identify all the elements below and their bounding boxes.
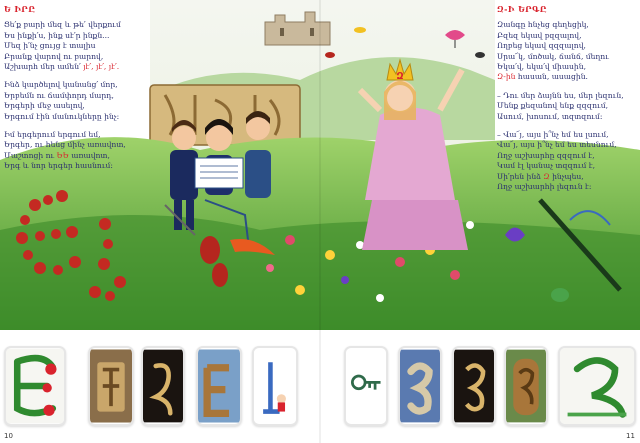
dark-letter-tile (452, 346, 496, 426)
stone-z-letter-tile (398, 346, 442, 426)
poem-line (4, 130, 154, 140)
line-text: Ողբեց եկավ զզզալով, (497, 41, 586, 51)
line-text: առավոտ, (68, 150, 110, 160)
poem-stanza (497, 91, 637, 122)
poem-line (497, 112, 637, 122)
poem-line (4, 101, 154, 111)
line-text: – Դու մեր ձայնն ես, մեր լեզուն, (497, 90, 624, 100)
line-text: Մեզ ի՛նչ ցույց է տալիս (4, 41, 96, 51)
wood-letter-tile (196, 346, 242, 426)
line-text: Բրանք վարով ու բարով, (4, 51, 104, 61)
stone-letter-tile (141, 346, 185, 426)
line-text: Բզեզ եկավ բզզալով, (497, 30, 582, 40)
poem-line (497, 130, 637, 140)
poem-line (4, 62, 154, 72)
line-text: Երգեր, ու հենց մինչ առավոտ, (4, 140, 126, 150)
line-text: Ինձ կարծելով կանանց՛ մոր, (4, 80, 118, 90)
crown-letter: Զ (396, 71, 404, 82)
line-text: Սրա՜կ, մոծակ, ճանճ, մեղու (497, 51, 609, 61)
highlighted-text: յէ՛, յէ՛, յէ՛. (83, 62, 120, 72)
poem-line (497, 172, 637, 182)
line-text: Ասում, խոսում, տզտզում։ (497, 111, 603, 121)
line-text: Մաշտոցի ու (4, 150, 57, 160)
poem-line (4, 80, 154, 90)
left-page-text (4, 4, 154, 180)
highlighted-text: Զ (543, 171, 550, 181)
poem-line (497, 91, 637, 101)
line-text: Երգերի մեջ ասելով, (4, 101, 85, 111)
poem-line (497, 151, 637, 161)
right-page-title: Զ-Ի ԵՐԳԸ (497, 4, 547, 14)
strawberry-letter-tile (4, 346, 66, 426)
poem-stanza (4, 130, 154, 172)
line-text: Ողջ աշխարհը զզզում է, (497, 150, 595, 160)
right-stanzas (497, 20, 637, 192)
poem-line (4, 41, 154, 51)
line-text: Վա՜յ, այս ի՞նչ եմ ես տեսնում, (497, 140, 617, 150)
line-text: ինչպես, (549, 171, 584, 181)
poem-line (4, 91, 154, 101)
line-text: Սի՛րեն ինձ (497, 171, 544, 181)
right-page-text (497, 4, 637, 201)
poem-line (4, 161, 154, 171)
poem-line (497, 182, 637, 192)
left-page-title: Ե ԻՐԸ (4, 4, 36, 14)
key-letter-tile (344, 346, 388, 426)
poem-line (497, 72, 637, 82)
poem-line (497, 52, 637, 62)
line-text: Երգ և նոր երգեր հասնում։ (4, 161, 114, 171)
poem-line (4, 140, 154, 150)
wood-panel-letter-tile (504, 346, 548, 426)
photo-strip (0, 330, 640, 430)
poem-line (497, 161, 637, 171)
line-text: Եկա՛վ, եկա՛վ միասին, (497, 62, 586, 72)
left-page-number: 10 (4, 432, 13, 440)
poem-line (4, 52, 154, 62)
line-text: Ես ինքի՛ս, ինք սէ՛ր ինքն... (4, 30, 110, 40)
grass-letter-tile (558, 346, 636, 426)
line-text: հասան, ասացին. (515, 72, 588, 82)
poem-stanza (4, 20, 154, 72)
line-text: – Վա՜յ, այս ի՞նչ եմ ես լսում, (497, 130, 609, 140)
poem-line (497, 101, 637, 111)
line-text: Ցե՛ք բարի մեզ և թե՛ վերքում (4, 20, 121, 30)
line-text: Աշխարհ մեր ամեն՛ (4, 62, 84, 72)
carved-wood-letter-tile (88, 346, 134, 426)
poem-stanza (497, 20, 637, 82)
poem-line (4, 31, 154, 41)
poem-line (4, 20, 154, 30)
poem-stanza (497, 130, 637, 192)
line-text: Կամ էլ կանաչ տզզում է, (497, 161, 596, 171)
poem-line (497, 31, 637, 41)
line-text: Երգում էին մանուկները ինչ։ (4, 111, 120, 121)
poem-stanza (4, 80, 154, 122)
line-text: Ողջ աշխարհի լեզուն է։ (497, 182, 592, 192)
line-text: Զանգը հնչեց գեղեցիկ, (497, 20, 589, 30)
poem-line (497, 20, 637, 30)
line-text: Երբեմն ու ճամփորդ մարդ, (4, 90, 114, 100)
line-text: Իմ երգերում երգում եմ, (4, 130, 101, 140)
right-page-number: 11 (626, 432, 635, 440)
left-stanzas (4, 20, 154, 171)
line-text: Մենք քեզանով ենք զզզում, (497, 101, 609, 111)
poem-line (497, 140, 637, 150)
poem-line (4, 151, 154, 161)
highlighted-text: Զ-ին (497, 72, 516, 82)
illustrated-letter-tile (252, 346, 298, 426)
poem-line (4, 112, 154, 122)
poem-line (497, 62, 637, 72)
highlighted-text: ԵԵ (56, 150, 69, 160)
poem-line (497, 41, 637, 51)
